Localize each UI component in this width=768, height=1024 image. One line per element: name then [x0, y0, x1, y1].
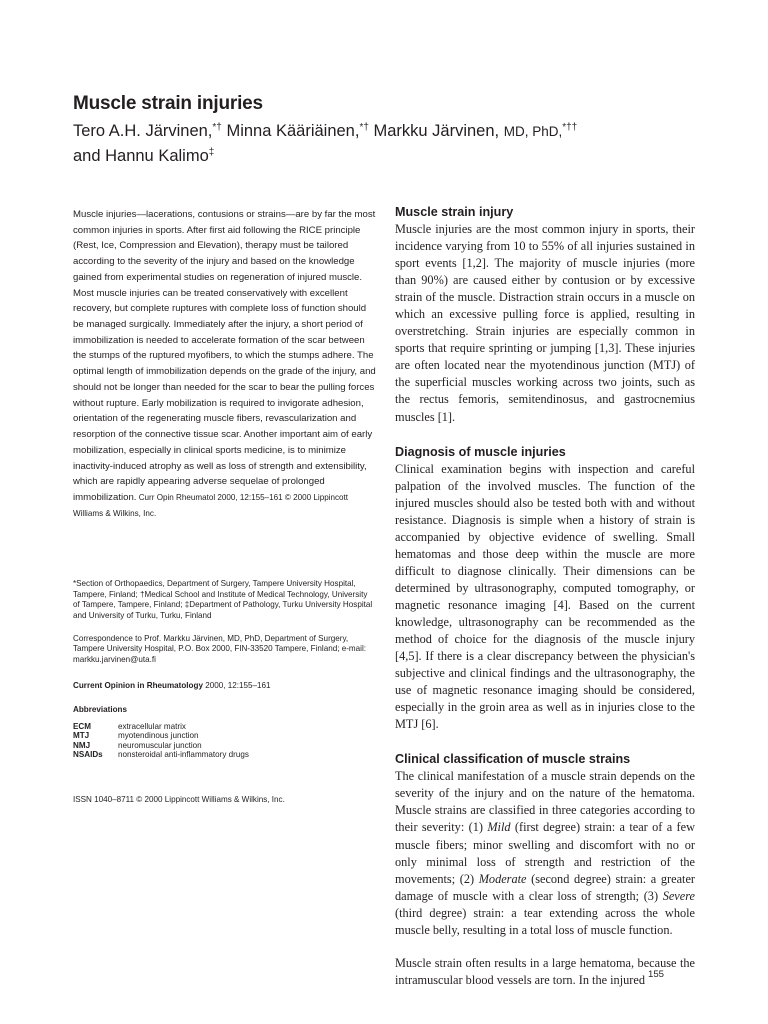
journal-name: Current Opinion in Rheumatology	[73, 681, 203, 691]
author-3-mark: *††	[562, 122, 578, 133]
abstract	[73, 207, 376, 521]
section-body-hematoma: Muscle strain often results in a large hematoma, because the intramuscular blood vessels are torn. In the injured	[395, 955, 695, 987]
issn-line: ISSN 1040–8711 © 2000 Lippincott Williams & Wilkins, Inc.	[73, 795, 285, 804]
abbreviation-row	[73, 731, 376, 741]
section-heading-diagnosis: Diagnosis of muscle injuries	[395, 444, 566, 459]
abbreviation-key: MTJ	[73, 731, 90, 741]
abbreviation-key: ECM	[73, 721, 91, 731]
article-title: Muscle strain injuries	[73, 93, 263, 114]
author-3-degree: MD, PhD,	[503, 124, 563, 139]
journal-volume: 2000, 12:155–161	[202, 681, 271, 691]
abbreviations-list	[73, 722, 376, 760]
author-4: and Hannu Kalimo	[73, 147, 209, 165]
author-1: Tero A.H. Järvinen,	[73, 122, 213, 140]
page-number: 155	[648, 969, 665, 980]
classification-text: The clinical manifestation of a muscle strain depends on the severity of the injury and on the nature of the hematoma. Muscle strains are classified in three categories according to their severity: (1)	[395, 769, 695, 835]
abbreviation-key: NSAIDs	[73, 750, 103, 760]
grade-moderate: Moderate	[478, 871, 527, 886]
abstract-text: Muscle injuries—lacerations, contusions or strains—are by far the most common injuries in sports. After first aid following the RICE principle (Rest, Ice, Compression and Elevation), therapy must be tailored according to the severity of the injury and based on the knowledge gained from experimental studies on regeneration of injured muscle. Most muscle injuries can be treated conservatively with excellent recovery, but complete ruptures with complete loss of function should be managed surgically. Immediately after the injury, a short period of immobilization is needed to accelerate formation of the scar between the stumps of the ruptured myofibers, to which the stumps adhere. The optimal length of immobilization depends on the grade of the injury, and should not be longer than needed for the scar to bear the pulling forces without rupture. Early mobilization is required to invigorate adhesion, orientation of the regenerating muscle fibers, revascularization and resorption of the connective tissue scar. Another important aim of early mobilization, especially in clinical sports medicine, is to minimize inactivity-induced atrophy as well as loss of strength and extensibility, which are rapidly appearing adverse sequelae of prolonged immobilization.	[73, 209, 376, 503]
grade-severe: Severe	[662, 888, 695, 903]
footnotes	[73, 579, 376, 665]
correspondence: Correspondence to Prof. Markku Järvinen, MD, PhD, Department of Surgery, Tampere University Hospital, P.O. Box 2000, FIN-33520 Tampere, Finland; e-mail: markku.jarvinen@uta.fi	[73, 634, 367, 664]
author-4-mark: ‡	[208, 147, 215, 158]
author-3: Markku Järvinen,	[368, 122, 504, 140]
journal-reference	[73, 681, 376, 691]
section-body-diagnosis: Clinical examination begins with inspection and careful palpation of the involved muscles. The function of the injured muscles should also be tested both with and without resistance. Diagnosis is simple when a history of strain is accompanied by objective evidence of swelling. Small hematomas and those deep within the muscle are more difficult to diagnose clinically. Their dimensions can be determined by ultrasonography, computed tomography, or magnetic resonance imaging [4]. Based on the current knowledge, ultrasonography can be recommended as the method of choice for the diagnosis of the muscle injury [4,5]. If there is a clear discrepancy between the physician's subjective and clinical findings and the ultrasonography, the use of magnetic resonance imaging should be considered, especially in the groin area as well as in injuries close to the MTJ [6].	[395, 461, 695, 732]
affiliations: *Section of Orthopaedics, Department of Surgery, Tampere University Hospital, Tampere, Finland; †Medical School and Institute of Medical Technology, University of Tampere, Tampere, Finland; ‡Department of Pathology, Turku University Hospital and University of Turku, Turku, Finland	[73, 579, 373, 620]
abbreviation-value: nonsteroidal anti-inflammatory drugs	[118, 750, 249, 760]
abbreviations-heading: Abbreviations	[73, 704, 127, 714]
abbreviation-value: neuromuscular junction	[118, 740, 202, 750]
classification-text: (first degree) strain: a tear of a few muscle fibers; minor swelling and discomfort with no or only minimal loss of strength and restriction of the movements; (2)	[395, 820, 695, 886]
author-1-mark: *†	[212, 122, 222, 133]
section-heading-strain-injury: Muscle strain injury	[395, 205, 514, 219]
right-column	[395, 203, 695, 989]
abbreviation-row	[73, 722, 376, 732]
abbreviation-value: myotendinous junction	[118, 731, 199, 741]
abbreviation-key: NMJ	[73, 740, 91, 750]
abbreviation-row	[73, 741, 376, 751]
author-list	[73, 117, 693, 167]
author-2: Minna Kääriäinen,	[221, 122, 360, 140]
section-body-classification	[395, 768, 695, 938]
classification-text: (third degree) strain: a tear extending across the whole muscle belly, resulting in a total loss of muscle function.	[395, 905, 695, 937]
abstract-citation: Curr Opin Rheumatol 2000, 12:155–161 © 2000 Lippincott Williams & Wilkins, Inc.	[73, 492, 349, 518]
section-body-strain-injury: Muscle injuries are the most common injury in sports, their incidence varying from 10 to 55% of all injuries sustained in sport events [1,2]. The majority of muscle injuries (more than 90%) are caused either by contusion or by excessive strain of the muscle. Distraction strain occurs in a muscle on which an excessive pulling force is applied, resulting in overstretching. Strain injuries are especially common in sports that require sprinting or jumping [1,3]. These injuries are often located near the myotendinous junction (MTJ) of the superficial muscles working across two joints, such as the rectus femoris, semitendinosus, and gastrocnemius muscles [1].	[395, 222, 695, 424]
classification-text: (second degree) strain: a greater damage of muscle with a clear loss of strength; (3)	[395, 871, 695, 903]
left-column	[73, 207, 376, 804]
abbreviation-value: extracellular matrix	[118, 721, 186, 731]
author-2-mark: *†	[359, 122, 369, 133]
section-heading-classification: Clinical classification of muscle strains	[395, 752, 631, 767]
grade-mild: Mild	[487, 820, 511, 835]
abbreviation-row	[73, 750, 376, 760]
